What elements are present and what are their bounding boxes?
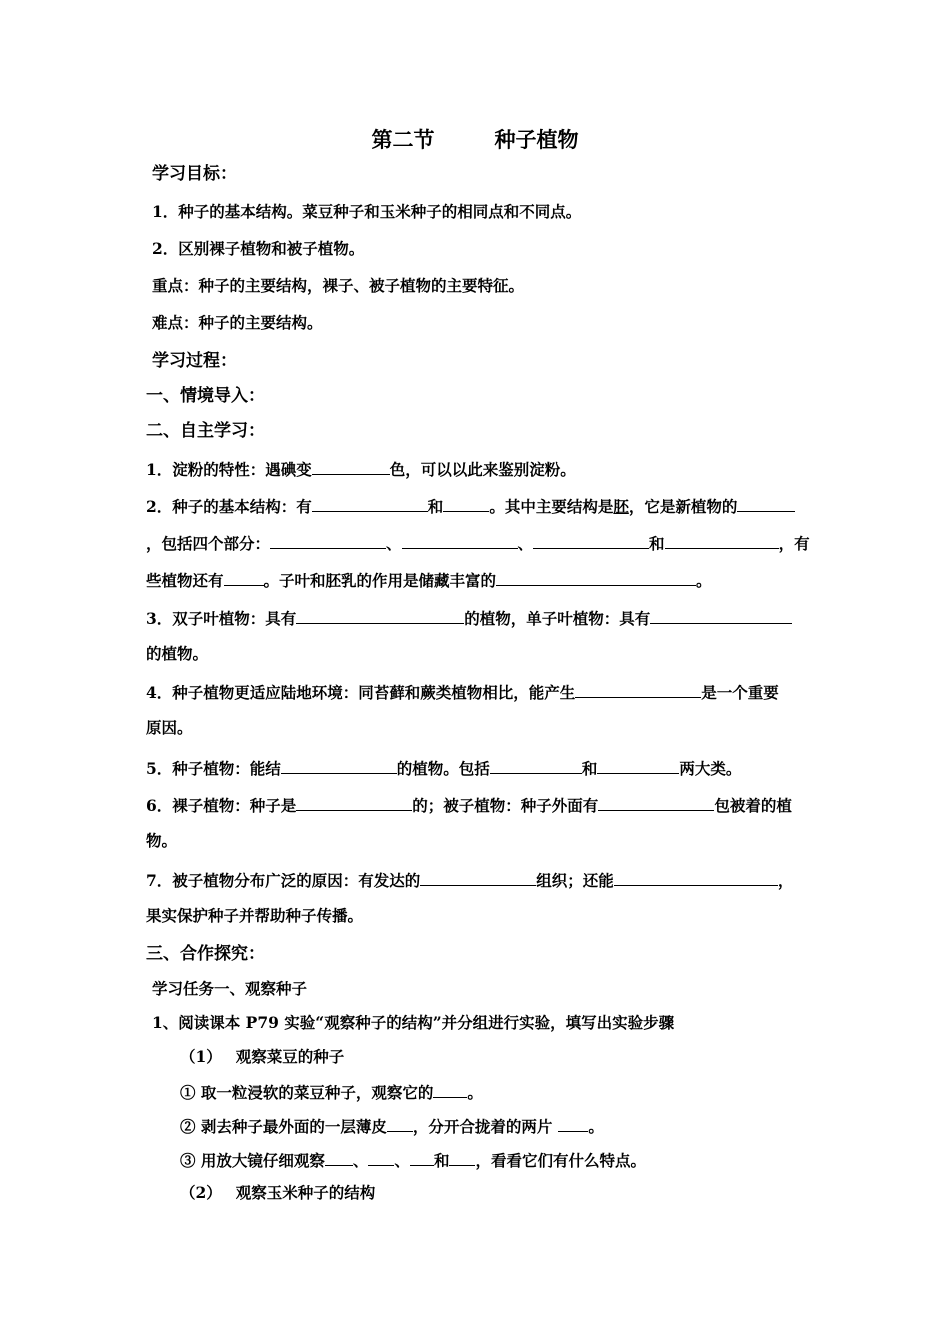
q2-text-c: 。其中主要结构是 — [489, 497, 614, 516]
q2-blank-7[interactable] — [665, 532, 779, 549]
q2-blank-4[interactable] — [270, 532, 386, 549]
q3-text-b: 的植物，单子叶植物：具有 — [464, 609, 651, 628]
question-3-line-2: 的植物。 — [146, 644, 209, 663]
question-2-line-3 — [146, 569, 712, 591]
q6-text-c: 包被着的植 — [714, 796, 792, 815]
q3-text-a: 3．双子叶植物：具有 — [146, 609, 297, 628]
q2-blank-2[interactable] — [443, 495, 489, 512]
section-cooperation: 三、合作探究： — [146, 944, 265, 964]
question-1 — [146, 458, 576, 480]
q5-text-d: 两大类。 — [679, 759, 742, 778]
q2-text-e: ，包括四个部分： — [146, 534, 271, 553]
q1-blank[interactable] — [312, 458, 390, 475]
s3-sep-2: 、 — [394, 1151, 410, 1170]
task-1-step-1: 1、阅读课本 P79 实验“观察种子的结构”并分组进行实验，填写出实验步骤 — [152, 1013, 675, 1032]
s3-blank-2[interactable] — [368, 1149, 394, 1166]
q2-text-d: ，它是新植物的 — [628, 497, 738, 516]
question-6-line-1 — [146, 794, 792, 816]
q2-text-i: 。子叶和胚乳的作用是储藏丰富的 — [263, 571, 497, 590]
sub-step-2-text: 观察玉米种子的结构 — [235, 1183, 376, 1202]
q3-blank-2[interactable] — [650, 607, 792, 624]
title-topic: 种子植物 — [494, 127, 579, 152]
q5-blank-2[interactable] — [490, 757, 582, 774]
q6-blank-1[interactable] — [296, 794, 412, 811]
q2-sep-2: 、 — [517, 534, 534, 553]
sub-step-1-text: 观察菜豆的种子 — [235, 1047, 345, 1066]
q1-text-a: 1．淀粉的特性：遇碘变 — [146, 460, 312, 479]
question-7-line-2: 果实保护种子并帮助种子传播。 — [146, 906, 364, 925]
section-intro: 一、情境导入： — [146, 386, 265, 406]
title-section: 第二节 — [371, 127, 435, 152]
q4-blank[interactable] — [575, 681, 701, 698]
q7-blank-2[interactable] — [614, 869, 778, 886]
q2-blank-8[interactable] — [224, 569, 264, 586]
q7-text-a: 7．被子植物分布广泛的原因：有发达的 — [146, 871, 421, 890]
process-heading: 学习过程： — [152, 351, 237, 371]
s3-and: 和 — [433, 1151, 450, 1170]
q4-text-a: 4．种子植物更适应陆地环境：同苔藓和蕨类植物相比，能产生 — [146, 683, 576, 702]
q2-blank-9[interactable] — [496, 569, 696, 586]
q2-text-g: ，有 — [778, 534, 810, 553]
s3-sep-1: 、 — [352, 1151, 369, 1170]
s2-text-b: ，分开合拢着的两片 — [412, 1117, 553, 1136]
s3-blank-3[interactable] — [410, 1149, 434, 1166]
question-7-line-1 — [146, 869, 793, 891]
q5-blank-3[interactable] — [597, 757, 679, 774]
s1-text-a: ① 取一粒浸软的菜豆种子，观察它的 — [180, 1083, 434, 1102]
q2-text-b: 和 — [427, 497, 444, 516]
q2-text-f: 和 — [649, 534, 665, 553]
s2-text-a: ② 剥去种子最外面的一层薄皮 — [180, 1117, 387, 1136]
question-3-line-1 — [146, 607, 792, 629]
q1-text-b: 色，可以以此来鉴别淀粉。 — [389, 460, 576, 479]
difficulty: 难点：种子的主要结构。 — [152, 313, 323, 332]
q2-blank-5[interactable] — [402, 532, 518, 549]
question-6-line-2: 物。 — [146, 831, 178, 850]
q2-text-h: 些植物还有 — [146, 571, 224, 590]
q5-text-c: 和 — [581, 759, 598, 778]
q7-text-c: ， — [777, 871, 794, 890]
q7-text-b: 组织；还能 — [536, 871, 614, 890]
sub-step-1 — [180, 1047, 344, 1067]
s2-blank-2[interactable] — [558, 1115, 588, 1132]
s1-blank[interactable] — [433, 1081, 467, 1098]
key-point: 重点：种子的主要结构，裸子、被子植物的主要特征。 — [152, 276, 525, 295]
q5-text-b: 的植物。包括 — [396, 759, 490, 778]
objective-item-2: 2．区别裸子植物和被子植物。 — [152, 239, 365, 258]
q7-blank-1[interactable] — [420, 869, 536, 886]
task-1-heading: 学习任务一、观察种子 — [152, 979, 308, 998]
s1-text-b: 。 — [467, 1083, 483, 1102]
sub-step-2-number: （2） — [180, 1183, 222, 1202]
q2-blank-3[interactable] — [737, 495, 795, 512]
s2-blank-1[interactable] — [387, 1115, 413, 1132]
question-2-line-2 — [146, 532, 810, 554]
question-5 — [146, 757, 741, 779]
q6-text-a: 6．裸子植物：种子是 — [146, 796, 297, 815]
q2-blank-1[interactable] — [312, 495, 428, 512]
s3-text-b: ，看看它们有什么特点。 — [475, 1151, 646, 1170]
question-2-line-1 — [146, 495, 795, 517]
question-4-line-2: 原因。 — [146, 718, 193, 737]
question-4-line-1 — [146, 681, 779, 703]
sub-step-2 — [180, 1183, 375, 1203]
s2-text-c: 。 — [588, 1117, 604, 1136]
s3-text-a: ③ 用放大镜仔细观察 — [180, 1151, 325, 1170]
step-observe-1 — [180, 1081, 483, 1103]
q2-blank-6[interactable] — [533, 532, 649, 549]
section-self-study: 二、自主学习： — [146, 421, 265, 441]
q3-blank-1[interactable] — [296, 607, 464, 624]
q2-text-a: 2．种子的基本结构：有 — [146, 497, 312, 516]
page-title — [0, 124, 950, 154]
objective-item-1: 1．种子的基本结构。菜豆种子和玉米种子的相同点和不同点。 — [152, 202, 582, 221]
q2-text-j: 。 — [696, 571, 712, 590]
q5-blank-1[interactable] — [281, 757, 397, 774]
q5-text-a: 5．种子植物：能结 — [146, 759, 281, 778]
step-observe-3 — [180, 1149, 646, 1171]
q2-embryo: 胚 — [613, 497, 629, 516]
step-observe-2 — [180, 1115, 604, 1137]
objectives-heading: 学习目标： — [152, 164, 237, 184]
q4-text-b: 是一个重要 — [701, 683, 779, 702]
s3-blank-4[interactable] — [449, 1149, 475, 1166]
sub-step-1-number: （1） — [180, 1047, 222, 1066]
q6-text-b: 的；被子植物：种子外面有 — [412, 796, 599, 815]
q6-blank-2[interactable] — [598, 794, 714, 811]
q2-sep-1: 、 — [386, 534, 402, 553]
s3-blank-1[interactable] — [325, 1149, 353, 1166]
